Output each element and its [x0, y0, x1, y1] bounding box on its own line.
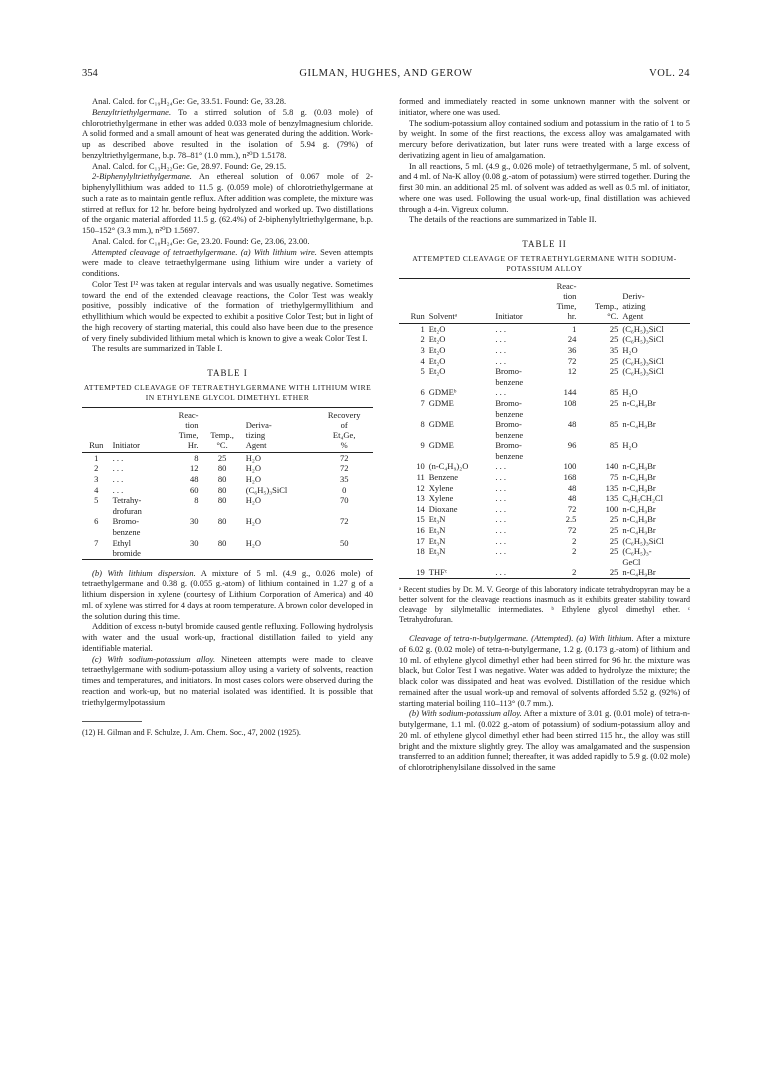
- page-number: 354: [82, 68, 98, 79]
- table-cell: 100: [563, 461, 577, 472]
- table-cell: 108: [563, 397, 577, 408]
- table-row: [82, 452, 373, 463]
- analysis-line: Anal. Calcd. for C₁₃H₂₂Ge: Ge, 28.97. Found: Ge, 29.15.: [92, 160, 287, 171]
- column-header: Run: [399, 278, 427, 323]
- table-cell: 80: [217, 537, 227, 548]
- table-caption: TABLE I: [207, 368, 248, 378]
- table-cell: GDMEᵇ: [428, 387, 457, 398]
- table-cell: Et₂O: [428, 366, 446, 377]
- table-cell: 3: [94, 473, 99, 484]
- paragraph-text: Nineteen attempts were made to cleave tetraethylgermane with sodium-potassium alloy using a variety of solvents, reaction times and temperatures, and initiators. In most cases colors were observed during the reaction and work-up, but no material isolated was identified. It is possible that triethylgermylpotassium: [82, 653, 373, 707]
- table-cell: n-C₄H₉Br: [622, 482, 656, 493]
- table-cell: 4: [94, 484, 99, 495]
- table-row: [82, 485, 373, 496]
- table-cell: 0: [342, 484, 347, 495]
- table-row: [399, 546, 690, 567]
- table-footnote: ᵃ Recent studies by Dr. M. V. George of this laboratory indicate tetrahydropyran may be a better solvent for the cleavage reactions inasmuch as it exhibits greater stability toward cleavage by silylmetallic intermediates. ᵇ Ethylene glycol dimethyl ether. ᶜ Tetrahydrofuran.: [399, 585, 690, 624]
- table-cell: H₂O: [245, 452, 262, 463]
- paragraph: formed and immediately reacted in some unknown manner with the solvent or initiator, where one was used.: [399, 96, 690, 117]
- table-cell: 140: [605, 461, 619, 472]
- paragraph: [82, 568, 373, 622]
- section-heading: Attempted cleavage of tetraethylgermane. (a) With lithium wire.: [92, 246, 317, 257]
- table-cell: (C₆H₅)₃SiCl: [622, 366, 664, 377]
- paragraph-text: After a mixture of 6.02 g. (0.02 mole) of tetra-n-butylgermane, 1.2 g. (0.173 g.-atom) of lithium and 10 ml. of ethylene glycol dimethyl ether had been stirred for 96 hr. the mixture was black, but Color Test I was negative. Water was added to hydrolyze the mixture; the black color was dissipated and heat was evolved. Distillation of the residue which remained after the usual work-up and removal of solvents afforded 5.52 g. (92%) of starting material boiling 110–113° (0.7 mm.).: [399, 633, 690, 708]
- table-cell: 25: [609, 546, 619, 557]
- table-cell: 2: [420, 334, 425, 345]
- table-cell: Xylene: [428, 482, 454, 493]
- section-heading: (c) With sodium-potassium alloy.: [92, 653, 216, 664]
- table-cell: . . .: [495, 514, 506, 525]
- paragraph-text: After a mixture of 3.01 g. (0.01 mole) of tetra-n-butylgermane, 1.1 ml. (0.022 g.-atom of potassium) of sodium-potassium alloy and 20 ml. of ethylene glycol dimethyl ether had been stirred 115 hr., the alloy was still bright and the mixture slightly grey. The alloy was amalgamated and the suspension transferred to an addition funnel; thereafter, it was added rapidly to 5.9 g. (0.02 mole) of chlorotriphenylsilane dissolved in the same: [399, 708, 690, 772]
- table-row: [399, 419, 690, 440]
- table-cell: 9: [420, 440, 425, 451]
- table-row: [82, 538, 373, 560]
- table-cell: 25: [609, 567, 619, 578]
- table-cell: 75: [609, 472, 619, 483]
- table-row: [399, 334, 690, 345]
- paragraph: [82, 171, 373, 236]
- table-cell: H₂O: [245, 537, 262, 548]
- table-cell: 80: [217, 463, 227, 474]
- table-cell: 48: [567, 493, 577, 504]
- table-row: [399, 493, 690, 504]
- table-cell: 72: [567, 525, 577, 536]
- table-row: [399, 525, 690, 536]
- table-cell: Dioxane: [428, 503, 458, 514]
- table-cell: 135: [605, 493, 619, 504]
- table-row: [399, 461, 690, 472]
- table-cell: THFᶜ: [428, 567, 447, 578]
- table-cell: . . .: [495, 535, 506, 546]
- table-cell: 2: [572, 546, 577, 557]
- paragraph-text: Seven attempts were made to cleave tetraethylgermane using lithium wire under a variety of conditions.: [82, 246, 373, 278]
- table-cell: . . .: [495, 387, 506, 398]
- table-cell: Bromo- benzene: [112, 516, 141, 537]
- table-row: [399, 440, 690, 461]
- paragraph-text: To a stirred solution of 5.8 g. (0.03 mole) of chlorotriethylgermane in ether was added 0.033 mole of benzylmagnesium chloride. A solid formed and a small amount of heat was generated during the addition. Work-up as described above resulted in the isolation of 5.94 g. (79%) of benzyltriethylgermane, b.p. 78–81° (1.0 mm.), n²⁰D 1.5178.: [82, 106, 373, 160]
- table-cell: Bromo- benzene: [495, 440, 524, 461]
- table-cell: (C₆H₅)₃SiCl: [622, 334, 664, 345]
- table-cell: 35: [609, 344, 619, 355]
- column-header: Temp., °C.: [578, 278, 620, 323]
- table-caption: TABLE II: [522, 239, 567, 249]
- table-cell: Ethyl bromide: [112, 537, 141, 559]
- table-cell: n-C₄H₉Br: [622, 503, 656, 514]
- table-cell: 96: [567, 440, 577, 451]
- table-cell: 18: [416, 546, 425, 557]
- table-row: [399, 366, 690, 387]
- table-cell: 16: [416, 525, 425, 536]
- right-column: [399, 96, 690, 773]
- table-cell: 12: [190, 463, 199, 474]
- table-row: [399, 398, 690, 419]
- section-heading: Cleavage of tetra-n-butylgermane. (Attempted). (a) With lithium.: [409, 633, 634, 643]
- table-cell: . . .: [495, 493, 506, 504]
- table-cell: Et₃N: [428, 535, 446, 546]
- paragraph: Color Test I¹² was taken at regular intervals and was usually negative. Sometimes toward the end of the extended cleavage reactions, the Color Test was weakly positive, possibly indicative of the formation of triethylgermyllithium and ethyllithium which would be expected to exhibit a positive Color Test; but in light of the high recovery of starting material, this could also have been due to the presence of very finely subdivided lithium metal which is known to give a weak Color Test I.: [82, 278, 373, 343]
- paragraph: The sodium-potassium alloy contained sodium and potassium in the ratio of 1 to 5 by weight. In some of the first reactions, the excess alloy was amalgamated with mercury before derivatization, but later runs were treated with a large excess of derivatizing agent in lieu of amalgamation.: [399, 117, 690, 160]
- table-cell: 13: [416, 493, 425, 504]
- table-subtitle: ATTEMPTED CLEAVAGE OF TETRAETHYLGERMANE WITH SODIUM-POTASSIUM ALLOY: [412, 253, 677, 273]
- table-cell: 12: [567, 366, 577, 377]
- table-cell: 7: [94, 537, 99, 548]
- table-row: [399, 323, 690, 334]
- table-cell: 1: [420, 323, 425, 334]
- table-cell: . . .: [495, 344, 506, 355]
- table-cell: 72: [339, 516, 349, 527]
- paragraph: The results are summarized in Table I.: [92, 343, 223, 354]
- table-cell: (C₆H₅)₃SiCl: [622, 535, 664, 546]
- running-header: [82, 68, 690, 84]
- table-cell: 7: [420, 397, 425, 408]
- table-cell: n-C₄H₉Br: [622, 514, 656, 525]
- table-cell: 25: [217, 452, 227, 463]
- table-cell: 25: [609, 535, 619, 546]
- table-cell: . . .: [112, 484, 124, 495]
- table-cell: 72: [567, 355, 577, 366]
- table-cell: n-C₄H₉Br: [622, 525, 656, 536]
- table-cell: Et₂O: [428, 344, 446, 355]
- table-row: [82, 516, 373, 537]
- table-row: [399, 472, 690, 483]
- table-cell: 80: [217, 516, 227, 527]
- table-cell: 135: [605, 482, 619, 493]
- table-cell: Et₃N: [428, 514, 446, 525]
- table-cell: 4: [420, 355, 425, 366]
- table-cell: . . .: [112, 473, 124, 484]
- table-cell: 25: [609, 397, 619, 408]
- table-row: [399, 504, 690, 515]
- table-cell: 48: [567, 482, 577, 493]
- table-cell: 25: [609, 514, 619, 525]
- table-cell: 70: [339, 495, 349, 506]
- table-row: [399, 356, 690, 367]
- table-cell: (C₆H₅)₃SiCl: [245, 484, 288, 495]
- table-cell: 6: [420, 387, 425, 398]
- table-cell: 1: [94, 452, 99, 463]
- paragraph: [82, 247, 373, 279]
- table-cell: n-C₄H₉Br: [622, 419, 656, 430]
- column-header: Reac- tion Time, Hr.: [163, 407, 201, 452]
- table-1: [82, 407, 373, 560]
- left-column: [82, 96, 373, 738]
- table-cell: . . .: [112, 463, 124, 474]
- table-cell: H₂O: [245, 473, 262, 484]
- table-cell: 3: [420, 344, 425, 355]
- table-cell: Et₂O: [428, 323, 446, 334]
- table-cell: 168: [563, 472, 577, 483]
- table-cell: GDME: [428, 397, 454, 408]
- volume-number: VOL. 24: [649, 68, 690, 79]
- table-cell: 85: [609, 440, 619, 451]
- table-row: [399, 567, 690, 578]
- table-cell: 60: [190, 484, 199, 495]
- table-cell: . . .: [495, 472, 506, 483]
- table-cell: 15: [416, 514, 425, 525]
- paragraph: The details of the reactions are summarized in Table II.: [409, 214, 597, 225]
- table-cell: H₂O: [622, 344, 638, 355]
- table-cell: 24: [567, 334, 577, 345]
- table-cell: 100: [605, 503, 619, 514]
- section-heading: (b) With sodium-potassium alloy.: [409, 708, 522, 719]
- table-row: [82, 474, 373, 485]
- table-cell: 2: [572, 567, 577, 578]
- table-cell: H₂O: [245, 516, 262, 527]
- column-header: Initiator: [111, 407, 163, 452]
- column-header: Run: [82, 407, 111, 452]
- column-header: Deriv- atizing Agent: [620, 278, 690, 323]
- column-header: Reac- tion Time, hr.: [542, 278, 578, 323]
- table-cell: 2: [94, 463, 99, 474]
- table-cell: Et₂O: [428, 334, 446, 345]
- table-cell: 72: [339, 452, 349, 463]
- table-cell: Et₂O: [428, 355, 446, 366]
- table-cell: . . .: [495, 461, 506, 472]
- table-cell: 14: [416, 503, 425, 514]
- table-cell: (C₆H₅)₃SiCl: [622, 323, 664, 334]
- table-cell: 25: [609, 366, 619, 377]
- analysis-line: Anal. Calcd. for C₁₉H₂₄Ge: Ge, 33.51. Found: Ge, 33.28.: [92, 96, 287, 106]
- table-cell: 19: [416, 567, 425, 578]
- table-cell: H₂O: [245, 495, 262, 506]
- table-cell: 2: [572, 535, 577, 546]
- table-cell: 36: [567, 344, 577, 355]
- table-cell: 5: [420, 366, 425, 377]
- table-cell: 85: [609, 419, 619, 430]
- table-cell: Benzene: [428, 472, 459, 483]
- table-cell: 72: [339, 463, 349, 474]
- table-cell: 1: [572, 323, 577, 334]
- table-cell: 8: [194, 495, 199, 506]
- table-cell: Et₃N: [428, 525, 446, 536]
- table-2: [399, 278, 690, 579]
- table-cell: (C₆H₅)₃- GeCl: [622, 546, 652, 567]
- table-cell: . . .: [112, 452, 124, 463]
- column-header: Recovery of Et₄Ge, %: [315, 407, 373, 452]
- table-cell: 48: [190, 473, 199, 484]
- table-cell: 12: [416, 482, 425, 493]
- footnote-divider: [82, 721, 142, 722]
- table-cell: 80: [217, 473, 227, 484]
- footnote: (12) H. Gilman and F. Schulze, J. Am. Chem. Soc., 47, 2002 (1925).: [82, 728, 301, 738]
- section-heading: (b) With lithium dispersion.: [92, 567, 196, 578]
- table-cell: C₆H₅CH₂Cl: [622, 493, 663, 504]
- table-cell: 17: [416, 535, 425, 546]
- column-header: Temp., °C.: [201, 407, 244, 452]
- table-cell: 144: [563, 387, 577, 398]
- table-cell: Tetrahy- drofuran: [112, 495, 142, 516]
- table-cell: 85: [609, 387, 619, 398]
- table-cell: . . .: [495, 334, 506, 345]
- table-cell: 10: [416, 461, 425, 472]
- table-row: [399, 483, 690, 494]
- table-cell: 2.5: [565, 514, 577, 525]
- table-cell: GDME: [428, 440, 454, 451]
- table-row: [82, 495, 373, 516]
- table-cell: 8: [420, 419, 425, 430]
- table-cell: n-C₄H₉Br: [622, 461, 656, 472]
- table-cell: 11: [416, 472, 425, 483]
- table-cell: 25: [609, 323, 619, 334]
- paragraph: Addition of excess n-butyl bromide caused gentle refluxing. Following hydrolysis with water and the usual work-up, fractional distillation failed to yield any identifiable material.: [82, 621, 373, 653]
- table-cell: 80: [217, 495, 227, 506]
- table-cell: Xylene: [428, 493, 454, 504]
- table-cell: n-C₄H₉Br: [622, 567, 656, 578]
- column-header: Solventᵃ: [427, 278, 494, 323]
- table-row: [399, 514, 690, 525]
- table-cell: 25: [609, 525, 619, 536]
- table-cell: 72: [567, 503, 577, 514]
- table-cell: Bromo- benzene: [495, 366, 524, 387]
- table-cell: 8: [194, 452, 199, 463]
- paragraph: [82, 654, 373, 708]
- table-cell: 25: [609, 334, 619, 345]
- table-cell: (C₆H₅)₃SiCl: [622, 355, 664, 366]
- column-header: Initiator: [493, 278, 542, 323]
- table-cell: H₂O: [622, 440, 638, 451]
- table-row: [399, 536, 690, 547]
- paragraph: [82, 107, 373, 161]
- table-cell: 50: [339, 537, 349, 548]
- table-row: [399, 387, 690, 398]
- paragraph: [399, 708, 690, 773]
- table-cell: GDME: [428, 419, 454, 430]
- table-row: [82, 463, 373, 474]
- table-row: [399, 345, 690, 356]
- table-cell: (n-C₄H₉)₂O: [428, 461, 469, 472]
- table-cell: . . .: [495, 525, 506, 536]
- table-cell: 25: [609, 355, 619, 366]
- section-heading: Benzyltriethylgermane.: [92, 106, 172, 117]
- running-title: GILMAN, HUGHES, AND GEROW: [299, 68, 473, 79]
- table-cell: 48: [567, 419, 577, 430]
- table-cell: . . .: [495, 323, 506, 334]
- table-cell: . . .: [495, 355, 506, 366]
- table-cell: n-C₄H₉Br: [622, 397, 656, 408]
- paragraph: [399, 633, 690, 708]
- table-cell: 6: [94, 516, 99, 527]
- table-cell: . . .: [495, 567, 506, 578]
- table-cell: Bromo- benzene: [495, 397, 524, 419]
- column-header: Deriva- tizing Agent: [244, 407, 316, 452]
- table-subtitle: ATTEMPTED CLEAVAGE OF TETRAETHYLGERMANE WITH LITHIUM WIRE IN ETHYLENE GLYCOL DIMETHYL ETHER: [83, 382, 372, 402]
- analysis-line: Anal. Calcd. for C₁₈H₂₄Ge: Ge, 23.20. Found: Ge, 23.06, 23.00.: [92, 235, 310, 246]
- table-cell: Bromo- benzene: [495, 419, 524, 440]
- table-cell: 5: [94, 495, 99, 506]
- section-heading: 2-Biphenylyltriethylgermane.: [92, 171, 192, 182]
- paragraph-text: A mixture of 5 ml. (4.9 g., 0.026 mole) of tetraethylgermane and 0.38 g. (0.055 g.-atom) of lithium contained in 1.27 g of a lithium dispersion in xylene (courtesy of Lithium Corporation of America) and 40 ml. of xylene was stirred for 4 days at room temperature. A brown color developed in the solution during this time.: [82, 567, 373, 621]
- table-cell: . . .: [495, 546, 506, 557]
- table-cell: H₂O: [622, 387, 638, 398]
- table-cell: 30: [190, 537, 199, 548]
- table-cell: 30: [190, 516, 199, 527]
- table-cell: 35: [339, 473, 349, 484]
- paragraph-text: An ethereal solution of 0.067 mole of 2-biphenylyllithium was added to 11.5 g. (0.059 mole) of chlorotriethylgermane at such a rate as to maintain gentle reflux. After addition was complete, the mixture was stirred at reflux for 12 hr. before being hydrolyzed and worked up. Two distillations of the organic material afforded 11.5 g. (62.4%) of 2-biphenylyltriethylgermane, b.p. 150–152° (3.3 mm.), n²⁰D 1.5697.: [82, 171, 373, 235]
- table-cell: n-C₄H₉Br: [622, 472, 656, 483]
- paragraph: In all reactions, 5 ml. (4.9 g., 0.026 mole) of tetraethylgermane, 5 ml. of solvent, and 4 ml. of Na-K alloy (0.08 g.-atom of potassium) were stirred together. During the first 30 min. an additional 25 ml. of solvent was added as well as 0.5 ml. of initiator, where one was used. Following the usual work-up, final distillation was achieved through a 4-in. Vigreux column.: [399, 160, 690, 214]
- table-cell: 80: [217, 484, 227, 495]
- table-cell: H₂O: [245, 463, 262, 474]
- table-cell: . . .: [495, 482, 506, 493]
- table-cell: Et₃N: [428, 546, 446, 557]
- table-cell: . . .: [495, 503, 506, 514]
